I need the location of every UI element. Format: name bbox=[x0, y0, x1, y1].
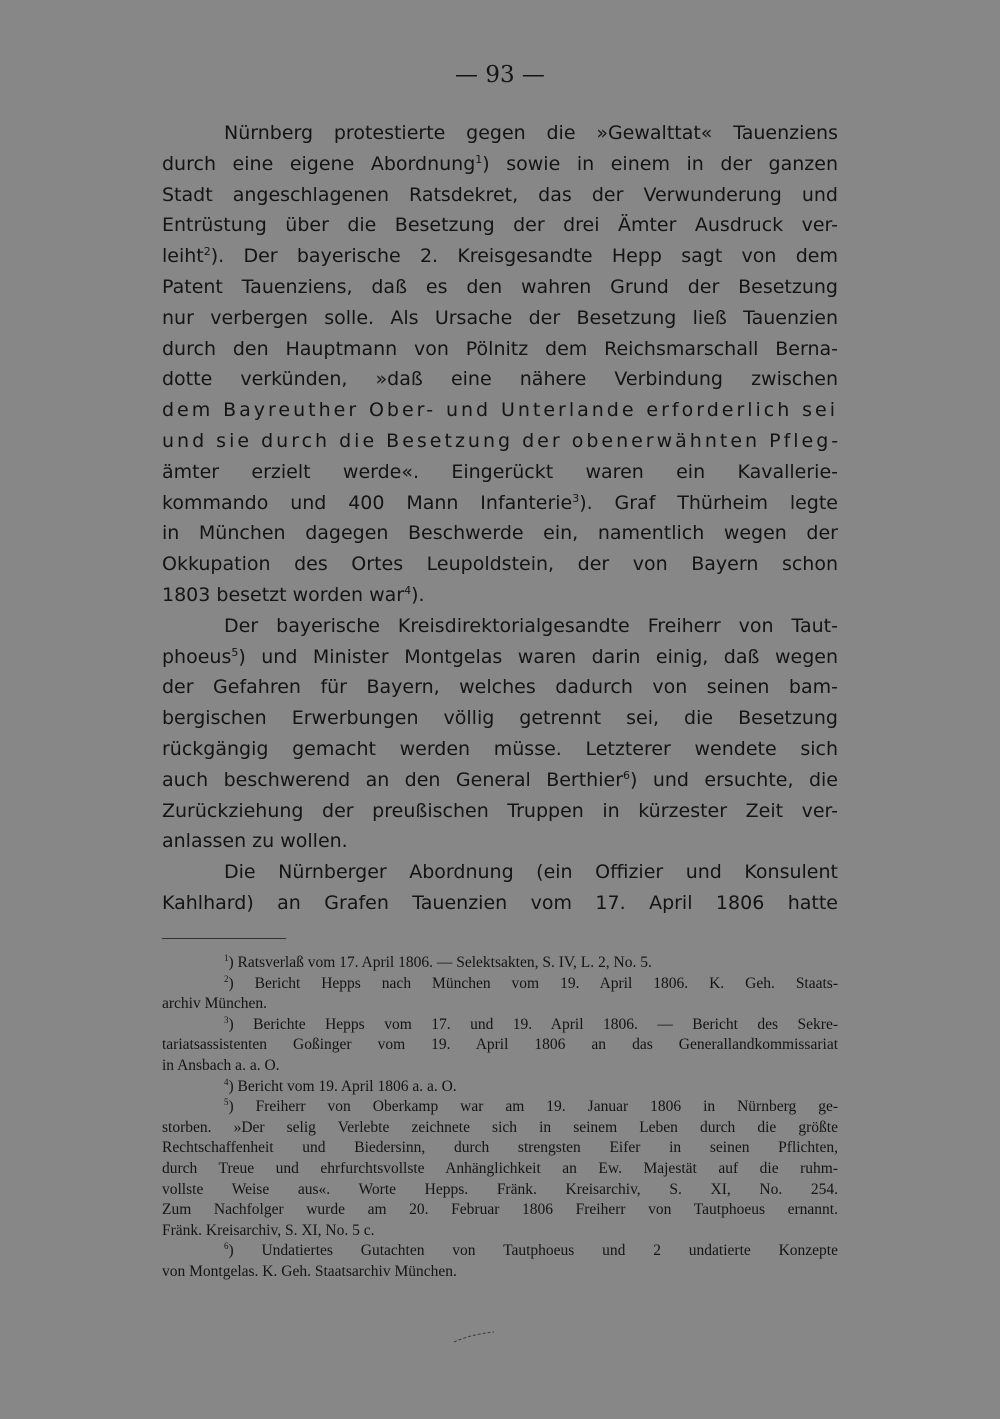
text-segment: Zum Nachfolger wurde am 20. Februar 1806 Freiherr von Tautphoeus ernannt. bbox=[162, 1201, 838, 1219]
body-line bbox=[162, 642, 838, 673]
text-segment: Patent Tauenziens, daß es den wahren Grund der Besetzung bbox=[162, 275, 838, 298]
body-line bbox=[162, 857, 838, 888]
body-line bbox=[162, 395, 838, 426]
body-line bbox=[162, 118, 838, 149]
body-line bbox=[162, 364, 838, 395]
text-segment: Okkupation des Ortes Leupoldstein, der von Bayern schon bbox=[162, 553, 838, 576]
footnote-line bbox=[162, 1035, 838, 1056]
text-segment: archiv München. bbox=[162, 995, 268, 1013]
text-segment: auch beschwerend an den General Berthier bbox=[162, 768, 624, 791]
text-segment: ) sowie in einem in der ganzen bbox=[482, 152, 838, 175]
footnote-line bbox=[162, 1180, 838, 1201]
body-line bbox=[162, 210, 838, 241]
text-segment: durch den Hauptmann von Pölnitz dem Reichsmarschall Berna- bbox=[162, 337, 838, 360]
footnote-marker: 5 bbox=[224, 1097, 229, 1108]
text-segment: vollste Weise aus«. Worte Hepps. Fränk. Kreisarchiv, S. XI, No. 254. bbox=[162, 1180, 838, 1198]
footnote-marker: 3 bbox=[572, 491, 580, 505]
body-line bbox=[162, 765, 838, 796]
text-segment: Der bayerische Kreisdirektorialgesandte Freiherr von Taut- bbox=[224, 614, 838, 637]
text-segment: dotte verkünden, »daß eine nähere Verbindung zwischen bbox=[162, 368, 838, 391]
footnote-line bbox=[162, 1241, 838, 1262]
footnote-line bbox=[162, 994, 838, 1015]
footnote-line bbox=[162, 1056, 838, 1077]
text-segment: Nürnberg protestierte gegen die »Gewalttat« Tauenziens bbox=[224, 122, 838, 144]
text-segment: ) Ratsverlaß vom 17. April 1806. — Selektsakten, S. IV, L. 2, No. 5. bbox=[228, 954, 652, 971]
text-segment: ) Undatiertes Gutachten von Tautphoeus und 2 undatierte Konzepte bbox=[228, 1242, 838, 1260]
footnote-line bbox=[162, 1077, 838, 1098]
text-segment: ) Berichte Hepps vom 17. und 19. April 1806. — Bericht des Sekre- bbox=[228, 1015, 838, 1033]
text-segment: ) Bericht vom 19. April 1806 a. a. O. bbox=[228, 1077, 457, 1095]
footnotes bbox=[162, 953, 838, 1283]
body-line bbox=[162, 149, 838, 180]
text-segment: ämter erzielt werde«. Eingerückt waren ein Kavallerie- bbox=[162, 460, 838, 483]
footnote-line bbox=[162, 1159, 838, 1180]
text-segment: 1803 besetzt worden war bbox=[162, 583, 405, 606]
footnote-line bbox=[162, 953, 838, 974]
text-segment: Entrüstung über die Besetzung der drei Ämter Ausdruck ver- bbox=[162, 214, 838, 237]
footnote-marker: 1 bbox=[475, 152, 483, 166]
body-line bbox=[162, 672, 838, 703]
body-line bbox=[162, 611, 838, 642]
footnote-marker: 1 bbox=[224, 953, 229, 963]
text-segment: bergischen Erwerbungen völlig getrennt sei, die Besetzung bbox=[162, 707, 838, 730]
text-segment: ) Freiherr von Oberkamp war am 19. Januar 1806 in Nürnberg ge- bbox=[228, 1098, 838, 1116]
footnote-marker: 6 bbox=[224, 1241, 229, 1252]
body-line bbox=[162, 426, 842, 457]
text-segment: nur verbergen solle. Als Ursache der Besetzung ließ Tauenzien bbox=[162, 306, 838, 329]
body-line bbox=[162, 826, 838, 857]
text-segment: durch Treue und ehrfurchtsvollste Anhänglichkeit an Ew. Majestät auf die ruhm- bbox=[162, 1159, 838, 1177]
text-segment: ). Der bayerische 2. Kreisgesandte Hepp sagt von dem bbox=[210, 245, 838, 268]
body-line bbox=[162, 703, 838, 734]
text-segment: leiht bbox=[162, 245, 204, 268]
text-segment: dem Bayreuther Ober- und Unterlande erforderlich sei bbox=[162, 399, 838, 422]
footnote-line bbox=[162, 1138, 838, 1159]
body-line bbox=[162, 303, 838, 334]
text-segment: Rechtschaffenheit und Biedersinn, durch strengsten Eifer in seinen Pflichten, bbox=[162, 1139, 838, 1157]
text-segment: in Ansbach a. a. O. bbox=[162, 1056, 280, 1074]
body-line bbox=[162, 888, 838, 919]
footnote-marker: 6 bbox=[623, 768, 631, 782]
body-line bbox=[162, 334, 838, 365]
text-segment: Zurückziehung der preußischen Truppen in kürzester Zeit ver- bbox=[162, 799, 838, 822]
body-line bbox=[162, 518, 838, 549]
footnote-line bbox=[162, 1200, 838, 1221]
footnote-line bbox=[162, 1262, 838, 1283]
footnote-marker: 2 bbox=[203, 245, 211, 259]
text-segment: Die Nürnberger Abordnung (ein Offizier und Konsulent bbox=[224, 861, 838, 884]
stray-mark bbox=[452, 1330, 496, 1344]
text-segment: ) und ersuchte, die bbox=[630, 768, 838, 791]
text-segment: ). Graf Thürheim legte bbox=[579, 491, 838, 514]
body-line bbox=[162, 796, 838, 827]
text-segment: storben. »Der selig Verlebte zeichnete sich in seinem Leben durch die größte bbox=[162, 1118, 838, 1136]
text-segment: von Montgelas. K. Geh. Staatsarchiv München. bbox=[162, 1262, 457, 1280]
body-line bbox=[162, 488, 838, 519]
footnote-line bbox=[162, 974, 838, 995]
body-line bbox=[162, 272, 838, 303]
body-line bbox=[162, 549, 838, 580]
page-number: — 93 — bbox=[455, 62, 545, 88]
main-text bbox=[162, 118, 842, 919]
text-segment: tariatsassistenten Goßinger vom 19. April 1806 an das Generallandkommissariat bbox=[162, 1036, 838, 1054]
footnote-marker: 4 bbox=[404, 583, 412, 597]
body-line bbox=[162, 734, 838, 765]
text-segment: rückgängig gemacht werden müsse. Letzterer wendete sich bbox=[162, 737, 838, 760]
text-segment: in München dagegen Beschwerde ein, namentlich wegen der bbox=[162, 522, 838, 545]
text-segment: ) Bericht Hepps nach München vom 19. April 1806. K. Geh. Staats- bbox=[228, 974, 838, 992]
text-segment: der Gefahren für Bayern, welches dadurch von seinen bam- bbox=[162, 676, 838, 699]
footnote-marker: 2 bbox=[224, 973, 229, 984]
body-line bbox=[162, 457, 838, 488]
text-segment: ) und Minister Montgelas waren darin einig, daß wegen bbox=[238, 645, 838, 668]
footnote-line bbox=[162, 1015, 838, 1036]
footnote-line bbox=[162, 1118, 838, 1139]
footnote-marker: 4 bbox=[224, 1076, 229, 1087]
text-segment: Fränk. Kreisarchiv, S. XI, No. 5 c. bbox=[162, 1221, 375, 1239]
text-segment: anlassen zu wollen. bbox=[162, 830, 348, 853]
text-segment: und sie durch die Besetzung der obenerwähnten Pfleg- bbox=[162, 429, 842, 452]
footnote-marker: 5 bbox=[231, 645, 239, 659]
text-segment: ). bbox=[411, 583, 425, 606]
footnote-divider bbox=[162, 938, 286, 939]
body-line bbox=[162, 180, 838, 211]
text-segment: phoeus bbox=[162, 645, 232, 668]
footnote-line bbox=[162, 1097, 838, 1118]
text-segment: kommando und 400 Mann Infanterie bbox=[162, 491, 573, 514]
body-line bbox=[162, 241, 838, 272]
text-segment: Kahlhard) an Grafen Tauenzien vom 17. April 1806 hatte bbox=[162, 891, 838, 914]
body-line bbox=[162, 580, 838, 611]
text-segment: Stadt angeschlagenen Ratsdekret, das der Verwunderung und bbox=[162, 183, 838, 206]
footnote-marker: 3 bbox=[224, 1014, 229, 1025]
text-segment: durch eine eigene Abordnung bbox=[162, 152, 476, 175]
footnote-line bbox=[162, 1221, 838, 1242]
